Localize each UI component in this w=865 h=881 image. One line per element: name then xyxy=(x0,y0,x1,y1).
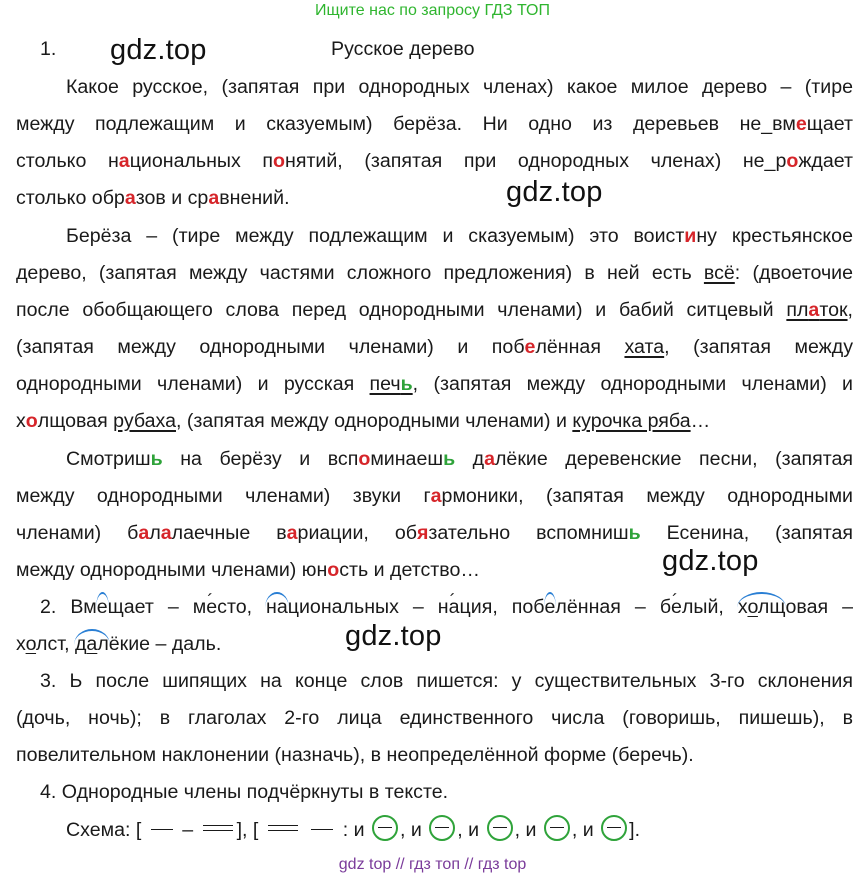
circle-mark xyxy=(372,815,398,841)
item-number: 1. xyxy=(40,38,57,60)
text-line: однородными членами) и русская печь, (запятая между однородными членами) и xyxy=(16,373,853,395)
text-line: Смотришь на берёзу и вспоминаешь далёкие деревенские песни, (запятая xyxy=(66,448,853,470)
circle-mark xyxy=(429,815,455,841)
watermark: gdz.top xyxy=(110,34,207,66)
circle-mark xyxy=(601,815,627,841)
text-line: между подлежащим и сказуемым) берёза. Ни одно из деревьев не_вмещает xyxy=(16,113,853,135)
text-line: Берёза – (тире между подлежащим и сказуемым) это воистину крестьянское xyxy=(66,225,853,247)
text-line: дерево, (запятая между частями сложного предложения) в ней есть всё: (двоеточие xyxy=(16,262,854,284)
text-line: между однородными членами) юность и детство… xyxy=(16,559,480,581)
text-line: холст, далёкие – даль. xyxy=(16,625,853,663)
text-line: членами) балалаечные вариации, обязательно вспомнишь Есенина, (запятая xyxy=(16,522,854,544)
text-line: столько национальных понятий, (запятая при однородных членах) не_рождает xyxy=(16,150,853,172)
text-line: 3. Ь после шипящих на конце слов пишется: у существительных 3-го склонения xyxy=(40,670,853,692)
text-title: Русское дерево xyxy=(331,38,475,60)
text-line: 4. Однородные члены подчёркнуты в тексте. xyxy=(40,781,449,803)
watermark: gdz.top xyxy=(345,620,442,652)
text-line: Какое русское, (запятая при однородных членах) какое милое дерево – (тире xyxy=(66,76,853,98)
text-line: между однородными членами) звуки гармоники, (запятая между однородными xyxy=(16,485,853,507)
text-line: столько образов и сравнений. xyxy=(16,187,290,209)
watermark: gdz.top xyxy=(662,545,759,577)
text-line: (запятая между однородными членами) и побелённая хата, (запятая между xyxy=(16,336,853,358)
circle-mark xyxy=(544,815,570,841)
text-line: 2. Вмещает – ме ´сто, национальных – на ´ция, побелённая – бе ´лый, холщовая – xyxy=(40,588,853,626)
text-line: после обобщающего слова перед однородными членами) и бабий ситцевый платок, xyxy=(16,299,853,321)
circle-mark xyxy=(487,815,513,841)
schema-label: Схема: xyxy=(66,819,131,841)
text-line: холщовая рубаха, (запятая между однородными членами) и курочка ряба… xyxy=(16,410,711,432)
schema-line: Схема: [ – ], [ : и , и , и , и , и ]. xyxy=(66,811,853,849)
top-banner: Ищите нас по запросу ГДЗ ТОП xyxy=(315,2,550,19)
text-line: (дочь, ночь); в глаголах 2-го лица единственного числа (говоришь, пишешь), в xyxy=(16,707,853,729)
footer-links: gdz top // гдз топ // гдз top xyxy=(338,856,527,873)
text-line: повелительном наклонении (назначь), в неопределённой форме (беречь). xyxy=(16,744,694,766)
watermark: gdz.top xyxy=(506,176,603,208)
